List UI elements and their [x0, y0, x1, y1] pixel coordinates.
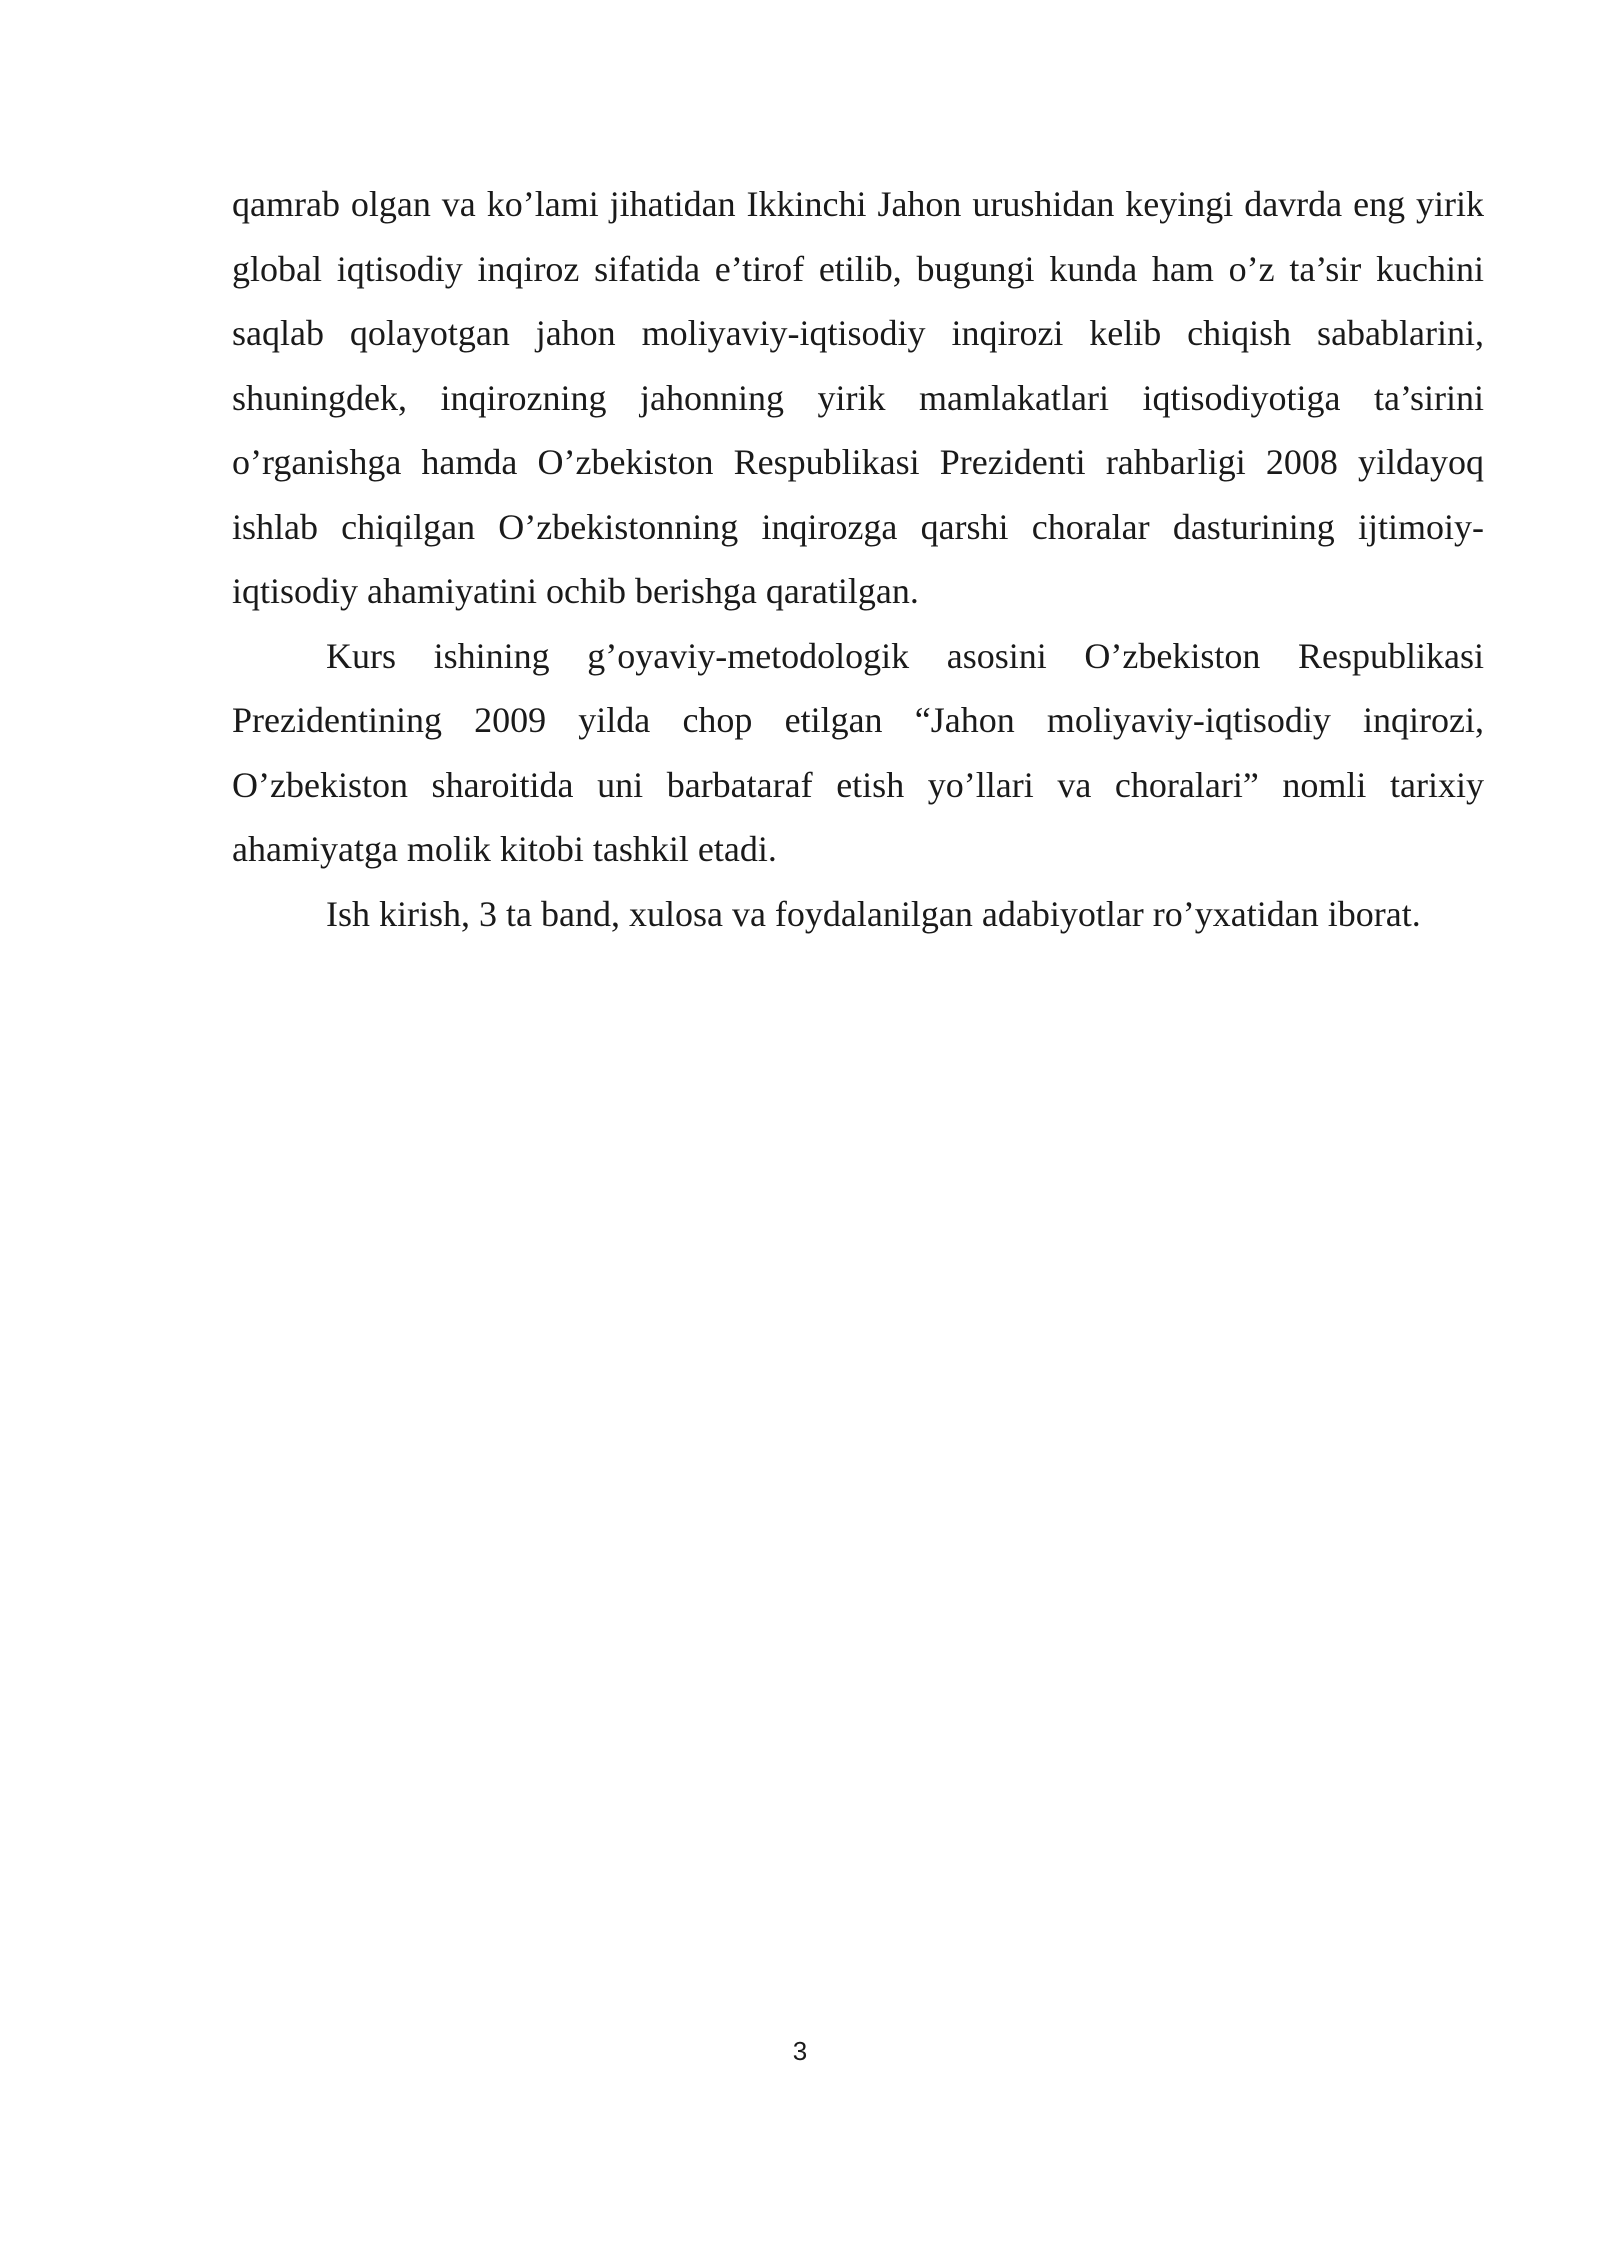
paragraph-structure: Ish kirish, 3 ta band, xulosa va foydalanilgan adabiyotlar ro’yxatidan iborat.: [326, 893, 1421, 934]
body-text: [232, 172, 1484, 946]
paragraph-continuation: qamrab olgan va ko’lami jihatidan Ikkinchi Jahon urushidan keyingi davrda eng yirik global iqtisodiy inqiroz sifatida e’tirof etilib, bugungi kunda ham o’z ta’sir kuchini saqlab qolayotgan jahon moliyaviy-iqtisodiy inqirozi kelib chiqish sabablarini, shuningdek, inqirozning jahonning yirik mamlakatlari iqtisodiyotiga ta’sirini o’rganishga hamda O’zbekiston Respublikasi Prezidenti rahbarligi 2008 yildayoq ishlab chiqilgan O’zbekistonning inqirozga qarshi choralar dasturining ijtimoiy- iqtisodiy ahamiyatini ochib berishga qaratilgan.: [232, 184, 1484, 611]
paragraph-methodology: Kurs ishining g’oyaviy-metodologik asosini O’zbekiston Respublikasi Prezidentining 2009 yilda chop etilgan “Jahon moliyaviy-iqtisodiy inqirozi, O’zbekiston sharoitida uni barbataraf etish yo’llari va choralari” nomli tarixiy ahamiyatga molik kitobi tashkil etadi.: [232, 635, 1484, 869]
page-number: 3: [792, 2036, 808, 2066]
